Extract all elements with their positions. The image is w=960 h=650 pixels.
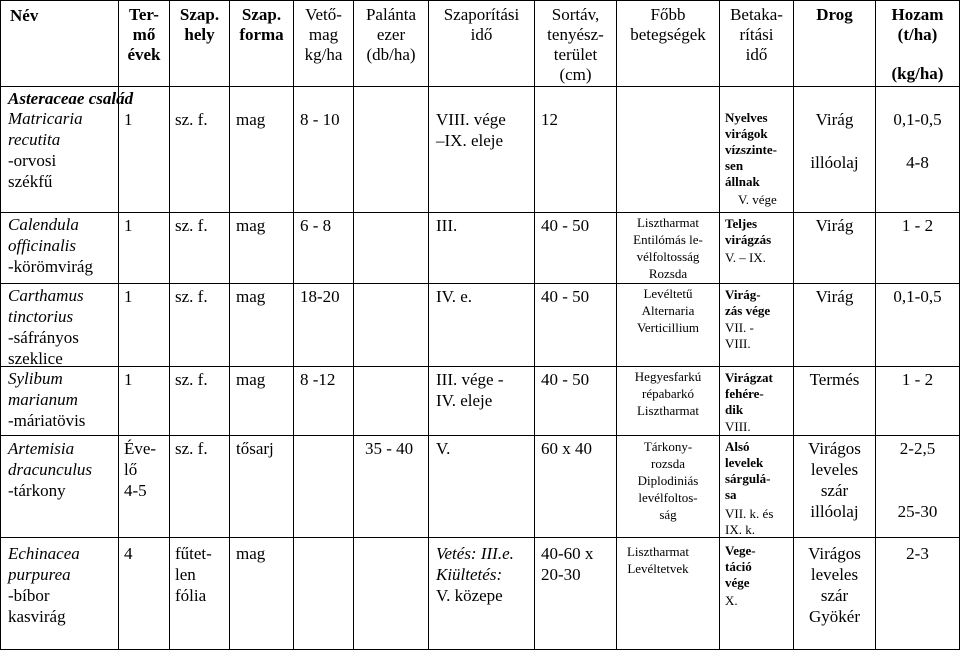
header-yield: Hozam (t/ha): [891, 5, 944, 44]
drug: Virág: [815, 110, 854, 129]
common-name: -máriatövis: [8, 411, 86, 430]
form: tősarj: [236, 439, 274, 458]
header-propagation-time: Szaporítási idő: [443, 5, 520, 44]
common-name: -tárkony: [8, 481, 66, 500]
years: 1: [124, 110, 133, 129]
years: 1: [124, 370, 133, 389]
seedling-amount: 35 - 40: [365, 439, 414, 458]
header-yield-unit: (kg/ha): [891, 64, 944, 83]
harvest-condition: Virág- zás vége: [725, 287, 771, 318]
harvest-condition: Vege- táció vége: [725, 543, 756, 590]
header-spacing: Sortáv, tenyész- terület (cm): [547, 5, 604, 84]
propagation-time: III. vége - IV. eleje: [436, 370, 504, 410]
place: fűtet- len fólia: [175, 544, 212, 605]
propagation-time: Vetés: III.e. Kiültetés:: [436, 544, 514, 584]
header-years: Ter- mő évek: [127, 5, 161, 64]
spacing: 40 - 50: [541, 216, 590, 235]
header-place: Szap. hely: [179, 5, 220, 44]
years: 1: [124, 287, 133, 306]
drug: Virág: [815, 287, 854, 306]
diseases: Tárkony- rozsda Diplodiniás levélfoltos- ság: [637, 439, 699, 522]
harvest-time: VII. - VIII.: [725, 320, 754, 351]
header-seed: Vető- mag kg/ha: [304, 5, 343, 64]
harvest-condition: Nyelves virágok vízszinte- sen állnak: [725, 110, 777, 189]
common-name: -bíbor kasvirág: [8, 586, 66, 626]
propagation-time: III.: [436, 216, 458, 235]
yield: 2-2,5: [899, 439, 936, 458]
diseases: Lisztharmat Entilómás le- vélfoltosság Rozsda: [633, 215, 703, 281]
spacing: 40-60 x 20-30: [541, 544, 594, 584]
drug: Virág: [815, 216, 854, 235]
header-harvest-time: Betaka- rítási idő: [730, 5, 783, 64]
place: sz. f.: [175, 110, 208, 129]
years: Éve- lő 4-5: [124, 439, 157, 500]
header-drug: Drog: [816, 5, 853, 24]
place: sz. f.: [175, 439, 208, 458]
common-name: -orvosi székfű: [8, 151, 57, 191]
harvest-time: VII. k. és IX. k.: [725, 506, 774, 537]
spacing: 40 - 50: [541, 370, 590, 389]
seed-amount: 8 -12: [300, 370, 336, 389]
form: mag: [236, 216, 266, 235]
latin-name: Calendula officinalis: [8, 215, 79, 255]
form: mag: [236, 544, 266, 563]
latin-name: Sylibum marianum: [8, 369, 78, 409]
yield: 1 - 2: [901, 370, 934, 389]
harvest-condition: Alsó levelek sárgulá- sa: [725, 439, 771, 502]
propagation-time: VIII. vége –IX. eleje: [436, 110, 506, 150]
form: mag: [236, 287, 266, 306]
yield: 0,1-0,5: [893, 110, 942, 129]
place: sz. f.: [175, 216, 208, 235]
drug: Virágos leveles szár Gyökér: [808, 544, 861, 626]
latin-name: Echinacea purpurea: [8, 544, 80, 584]
header-form: Szap. forma: [239, 5, 284, 44]
drug: Termés: [809, 370, 860, 389]
place: sz. f.: [175, 287, 208, 306]
latin-name: Carthamus tinctorius: [8, 286, 84, 326]
diseases: Lisztharmat Levéltetvek: [626, 544, 690, 576]
latin-name: Artemisia dracunculus: [8, 439, 93, 479]
propagation-time: IV. e.: [436, 287, 473, 306]
harvest-time: V. vége: [738, 192, 777, 207]
seed-amount: 8 - 10: [300, 110, 340, 129]
diseases: Hegyesfarkú répabarkó Lisztharmat: [634, 369, 702, 418]
header-diseases: Főbb betegségek: [630, 5, 706, 44]
spacing: 12: [541, 110, 558, 129]
drug: Virágos leveles szár: [808, 439, 861, 500]
yield-secondary: 25-30: [897, 502, 938, 521]
harvest-condition: Virágzat fehére- dik: [725, 370, 773, 417]
diseases: Levéltetű Alternaria Verticillium: [636, 286, 700, 335]
seed-amount: 18-20: [300, 287, 340, 306]
harvest-time: VIII.: [725, 419, 751, 434]
seed-amount: 6 - 8: [300, 216, 332, 235]
form: mag: [236, 110, 266, 129]
latin-name: Matricaria recutita: [8, 109, 83, 149]
drug-secondary: illóolaj: [810, 502, 859, 521]
header-name: Név: [10, 6, 39, 25]
common-name: -sáfrányos szeklice: [8, 328, 79, 368]
place: sz. f.: [175, 370, 208, 389]
spacing: 40 - 50: [541, 287, 590, 306]
family-label: Asteraceae család: [8, 89, 134, 108]
yield-secondary: 4-8: [906, 153, 929, 172]
harvest-time: X.: [725, 593, 738, 608]
common-name: -körömvirág: [8, 257, 93, 276]
header-seedling: Palánta ezer (db/ha): [365, 5, 417, 64]
years: 1: [124, 216, 133, 235]
harvest-time: V. – IX.: [725, 250, 766, 265]
yield: 2-3: [906, 544, 929, 563]
planting-time: V. közepe: [436, 586, 503, 605]
harvest-condition: Teljes virágzás: [725, 216, 772, 247]
form: mag: [236, 370, 266, 389]
yield: 0,1-0,5: [893, 287, 942, 306]
propagation-time: V.: [436, 439, 451, 458]
spacing: 60 x 40: [541, 439, 592, 458]
years: 4: [124, 544, 133, 563]
drug-secondary: illóolaj: [810, 153, 859, 172]
yield: 1 - 2: [901, 216, 934, 235]
